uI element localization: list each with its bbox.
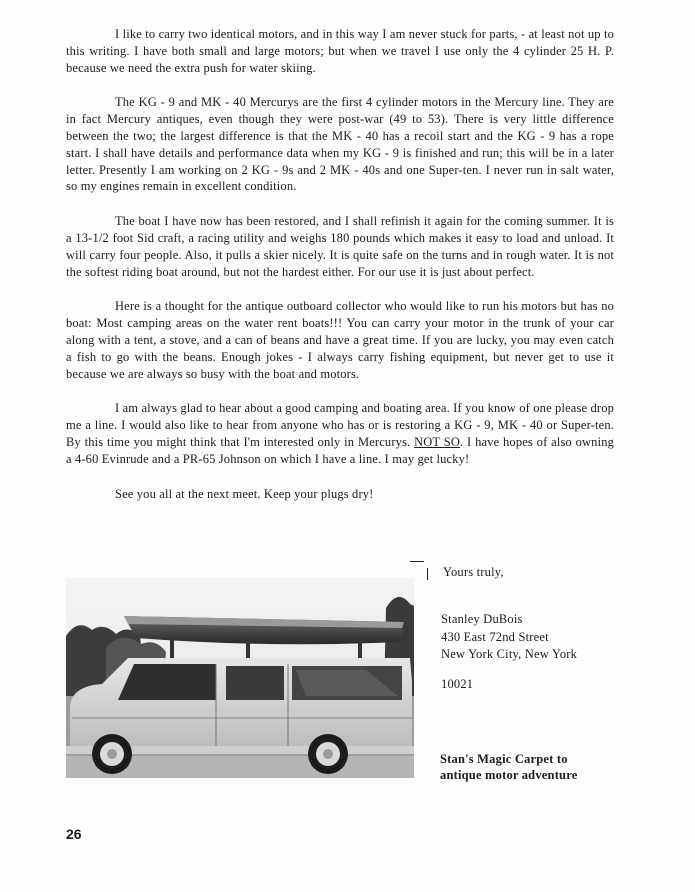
author-street: 430 East 72nd Street <box>441 629 549 644</box>
paragraph-motors: I like to carry two identical motors, and in this way I am never stuck for parts, - at least not up to this writing. I have both small and large motors; but when we travel I use only the 4 cylinder 25 H. P. because we need the extra push for water skiing. <box>66 27 614 75</box>
paragraph-collectors <box>66 400 614 467</box>
closing-line: See you all at the next meet. Keep your plugs dry! <box>115 486 374 501</box>
photo-caption-line-1: Stan's Magic Carpet to <box>440 752 568 766</box>
photo-caption <box>440 751 577 783</box>
author-city: New York City, New York <box>441 647 578 661</box>
not-so-emphasis: NOT SO <box>414 434 461 449</box>
letter-body <box>66 26 614 520</box>
page-number: 26 <box>66 826 82 842</box>
paragraph-collectors-text: I am always glad to hear about a good camping and boating area. If you know of one please drop me a line. I would also like to hear from anyone who has or is restoring a KG - 9, MK - 40 or Super-ten. By this time you might think that I'm interested only in Mercurys. <box>66 401 614 449</box>
paragraph-collectors-tail: . I have hopes of also owning a 4-60 Evinrude and a PR-65 Johnson on which I have a line. I may get lucky! <box>66 434 615 466</box>
author-address <box>441 611 577 693</box>
author-zip: 10021 <box>441 676 474 691</box>
sign-off: Yours truly, <box>443 565 504 579</box>
paragraph-camping-thought: Here is a thought for the antique outboard collector who would like to run his motors but has no boat: Most camping areas on the water rent boats!!! You can carry your motor in the trunk of your car along with a tent, a stove, and a can of beans and have a great time. If you are lucky, you may even catch a fish to go with the beans. Enough jokes - I always carry fishing equipment, but never get to use it because we are always so busy with the boat and motors. <box>66 299 614 381</box>
station-wagon-photo <box>66 578 414 778</box>
author-name: Stanley DuBois <box>441 612 523 626</box>
paragraph-boat: The boat I have now has been restored, and I shall refinish it again for the coming summer. It is a 13-1/2 foot Sid craft, a racing utility and weighs 180 pounds which makes it easy to load and unload. It will carry four people. Also, it pulls a skier nicely. It is quite safe on the turns and in rough water. It is not the softest riding boat around, but not the hardest either. For our use it is just about perfect. <box>66 214 614 279</box>
paragraph-mercurys: The KG - 9 and MK - 40 Mercurys are the first 4 cylinder motors in the Mercury line. They are in fact Mercury antiques, even though they were post-war (49 to 53). There is very little difference between the two; the largest difference is that the MK - 40 has a recoil start and the KG - 9 has a rope start. I shall have details and performance data when my KG - 9 is finished and run; this will be in a later letter. Presently I am working on 2 KG - 9s and 2 MK - 40s and one Super-ten. I never run in salt water, so my engines remain in excellent condition. <box>66 95 614 194</box>
photo-caption-line-2: antique motor adventure <box>440 768 578 782</box>
